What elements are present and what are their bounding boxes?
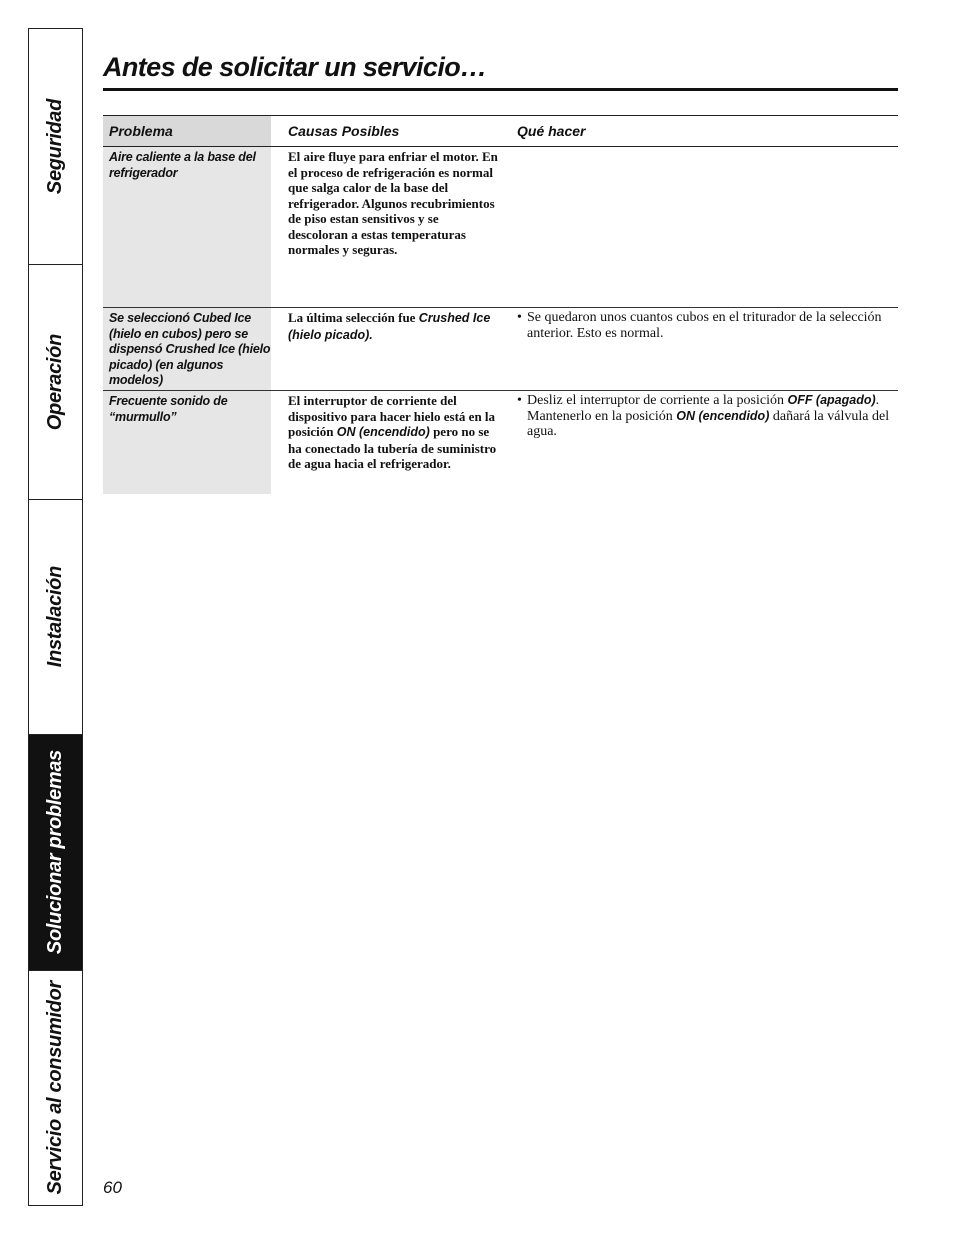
table-header	[103, 115, 898, 147]
side-tab-solucionar-problemas[interactable]	[29, 735, 82, 971]
table-row	[103, 308, 898, 391]
action-bullet-item	[517, 393, 898, 440]
cause-text: El aire fluye para enfriar el motor. En el proceso de refrigeración es normal que salga calor de la base del refrigerador. Algunos recubrimientos de piso estan sensitivos y se descoloran a estas temperaturas normales y seguras.	[288, 149, 498, 257]
action-emphasis-on: ON (encendido)	[676, 408, 770, 423]
problem-cell: Frecuente sonido de “murmullo”	[103, 391, 271, 494]
side-tab-operacion[interactable]	[29, 265, 82, 500]
problem-cell: Aire caliente a la base del refrigerador	[103, 147, 271, 307]
page-number: 60	[103, 1178, 122, 1197]
header-causes: Causas Posibles	[288, 123, 400, 139]
cause-text-before: El interruptor de corriente del dispositivo para hacer hielo está en la posición	[288, 393, 496, 439]
bullet-icon: •	[517, 393, 522, 408]
cause-text-after: pero no se ha conectado la tubería de suministro de agua hacia el refrigerador.	[288, 424, 497, 471]
page-title: Antes de solicitar un servicio…	[103, 52, 487, 82]
action-text	[527, 393, 898, 440]
cause-cell	[271, 391, 500, 494]
side-tab-label: Instalación	[44, 566, 66, 668]
cause-text: La última selección fue	[288, 310, 416, 325]
cause-cell	[271, 147, 500, 307]
action-text-after: dañará la válvula del agua.	[527, 408, 890, 439]
cause-cell	[271, 308, 500, 390]
header-problem: Problema	[103, 116, 271, 146]
cause-emphasis: Crushed Ice (hielo picado).	[288, 311, 491, 342]
cause-emphasis: ON (encendido)	[336, 425, 430, 439]
side-tab-label: Solucionar problemas	[44, 750, 66, 955]
side-tab-seguridad[interactable]	[29, 29, 82, 265]
title-rule	[103, 88, 898, 91]
action-cell	[500, 308, 898, 390]
action-cell	[500, 147, 898, 307]
side-tab-label: Servicio al consumidor	[44, 981, 66, 1195]
problem-cell: Se seleccionó Cubed Ice (hielo en cubos) pero se dispensó Crushed Ice (hielo picado) (en algunos modelos)	[103, 308, 271, 390]
side-tab-label: Seguridad	[44, 98, 66, 195]
bullet-icon: •	[517, 310, 522, 325]
action-text-before: Desliz el interruptor de corriente a la posición	[527, 393, 784, 408]
table-row	[103, 147, 898, 308]
action-emphasis-off: OFF (apagado)	[787, 393, 876, 407]
side-tab-label: Operación	[44, 333, 66, 431]
action-text-middle: . Mantenerlo en la posición	[527, 393, 880, 424]
action-text: Se quedaron unos cuantos cubos en el triturador de la selección anterior. Esto es normal.	[527, 310, 882, 341]
action-bullet-item	[517, 310, 898, 341]
side-tab-instalacion[interactable]	[29, 500, 82, 735]
side-tab-servicio-al-consumidor[interactable]	[29, 971, 82, 1205]
troubleshooting-table	[103, 115, 898, 494]
side-tab-nav	[28, 28, 83, 1206]
action-cell	[500, 391, 898, 494]
header-what-to-do: Qué hacer	[517, 123, 586, 139]
table-row	[103, 391, 898, 494]
